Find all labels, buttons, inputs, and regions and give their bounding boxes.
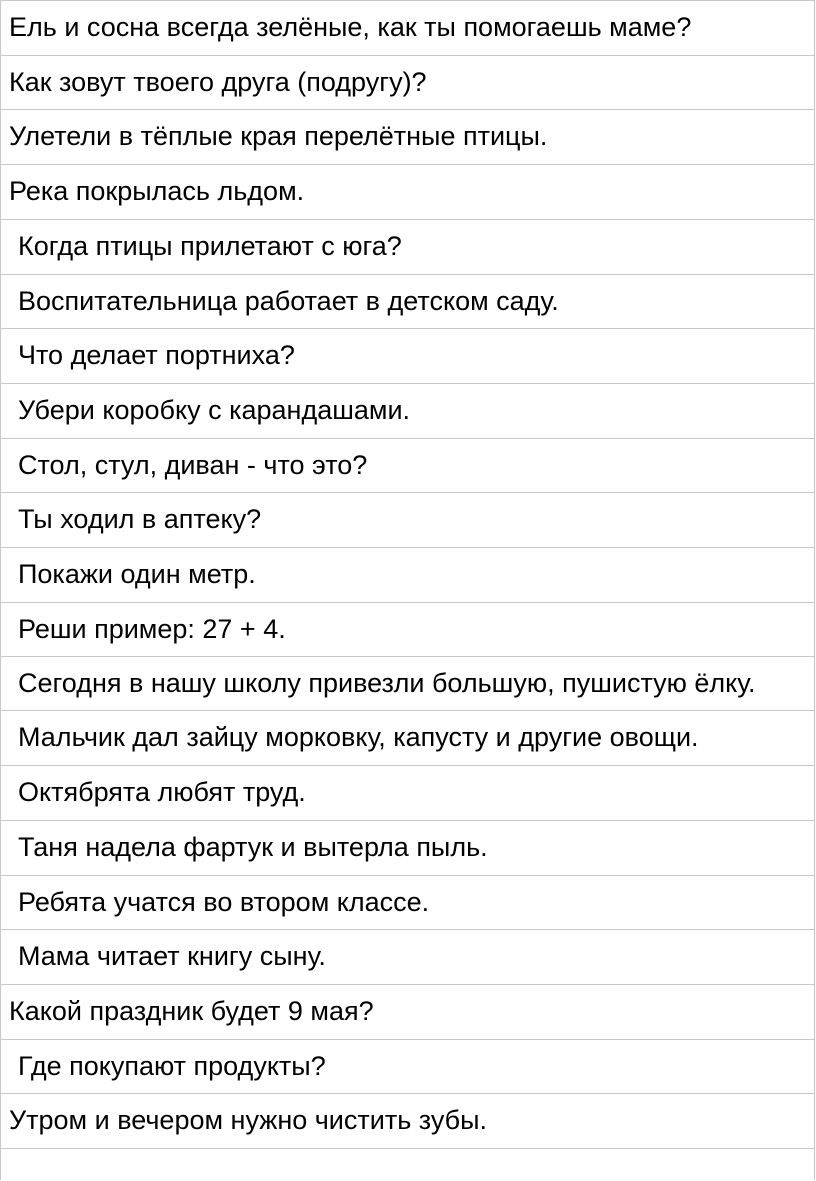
table-row — [1, 274, 814, 329]
table-row — [1, 820, 814, 875]
sentence-cell: Сегодня в нашу школу привезли большую, пушистую ёлку. — [1, 657, 814, 711]
sentence-cell: Как зовут твоего друга (подругу)? — [1, 55, 814, 110]
sentence-cell: Ты ходил в аптеку? — [1, 493, 814, 548]
sentence-cell: Ребята учатся во втором классе. — [1, 875, 814, 930]
table-row — [1, 1, 814, 56]
table-row — [1, 110, 814, 165]
table-row — [1, 329, 814, 384]
table-row — [1, 493, 814, 548]
sentence-cell: Улетели в тёплые края перелётные птицы. — [1, 110, 814, 165]
sentence-cell: Воспитательница работает в детском саду. — [1, 274, 814, 329]
table-row — [1, 875, 814, 930]
sentence-cell: Таня надела фартук и вытерла пыль. — [1, 820, 814, 875]
sentence-cell: Покажи один метр. — [1, 548, 814, 603]
sentence-cell: Мальчик дал зайцу морковку, капусту и другие овощи. — [1, 711, 814, 766]
table-row — [1, 548, 814, 603]
sentence-cell: Мама читает книгу сыну. — [1, 930, 814, 985]
table-row — [1, 438, 814, 493]
table-row — [1, 219, 814, 274]
table-row — [1, 711, 814, 766]
table-row — [1, 984, 814, 1039]
sentence-cell: Реши пример: 27 + 4. — [1, 602, 814, 657]
table-row — [1, 766, 814, 821]
table-row — [1, 930, 814, 985]
table-row — [1, 55, 814, 110]
sentence-cell: Октябрята любят труд. — [1, 766, 814, 821]
table-row — [1, 602, 814, 657]
table-row — [1, 1094, 814, 1149]
table-row — [1, 165, 814, 220]
sentence-cell: Когда птицы прилетают с юга? — [1, 219, 814, 274]
table-row — [1, 657, 814, 711]
sentence-cell: Река покрылась льдом. — [1, 165, 814, 220]
sentence-cell: Ель и сосна всегда зелёные, как ты помогаешь маме? — [1, 1, 814, 56]
sentence-cell: Убери коробку с карандашами. — [1, 383, 814, 438]
sentence-table — [1, 0, 814, 1149]
sentence-cell: Стол, стул, диван - что это? — [1, 438, 814, 493]
sentence-cell: Утром и вечером нужно чистить зубы. — [1, 1094, 814, 1149]
table-row — [1, 1039, 814, 1094]
table-row — [1, 383, 814, 438]
sentence-cell: Что делает портниха? — [1, 329, 814, 384]
sentence-cell: Где покупают продукты? — [1, 1039, 814, 1094]
sentence-cell: Какой праздник будет 9 мая? — [1, 984, 814, 1039]
